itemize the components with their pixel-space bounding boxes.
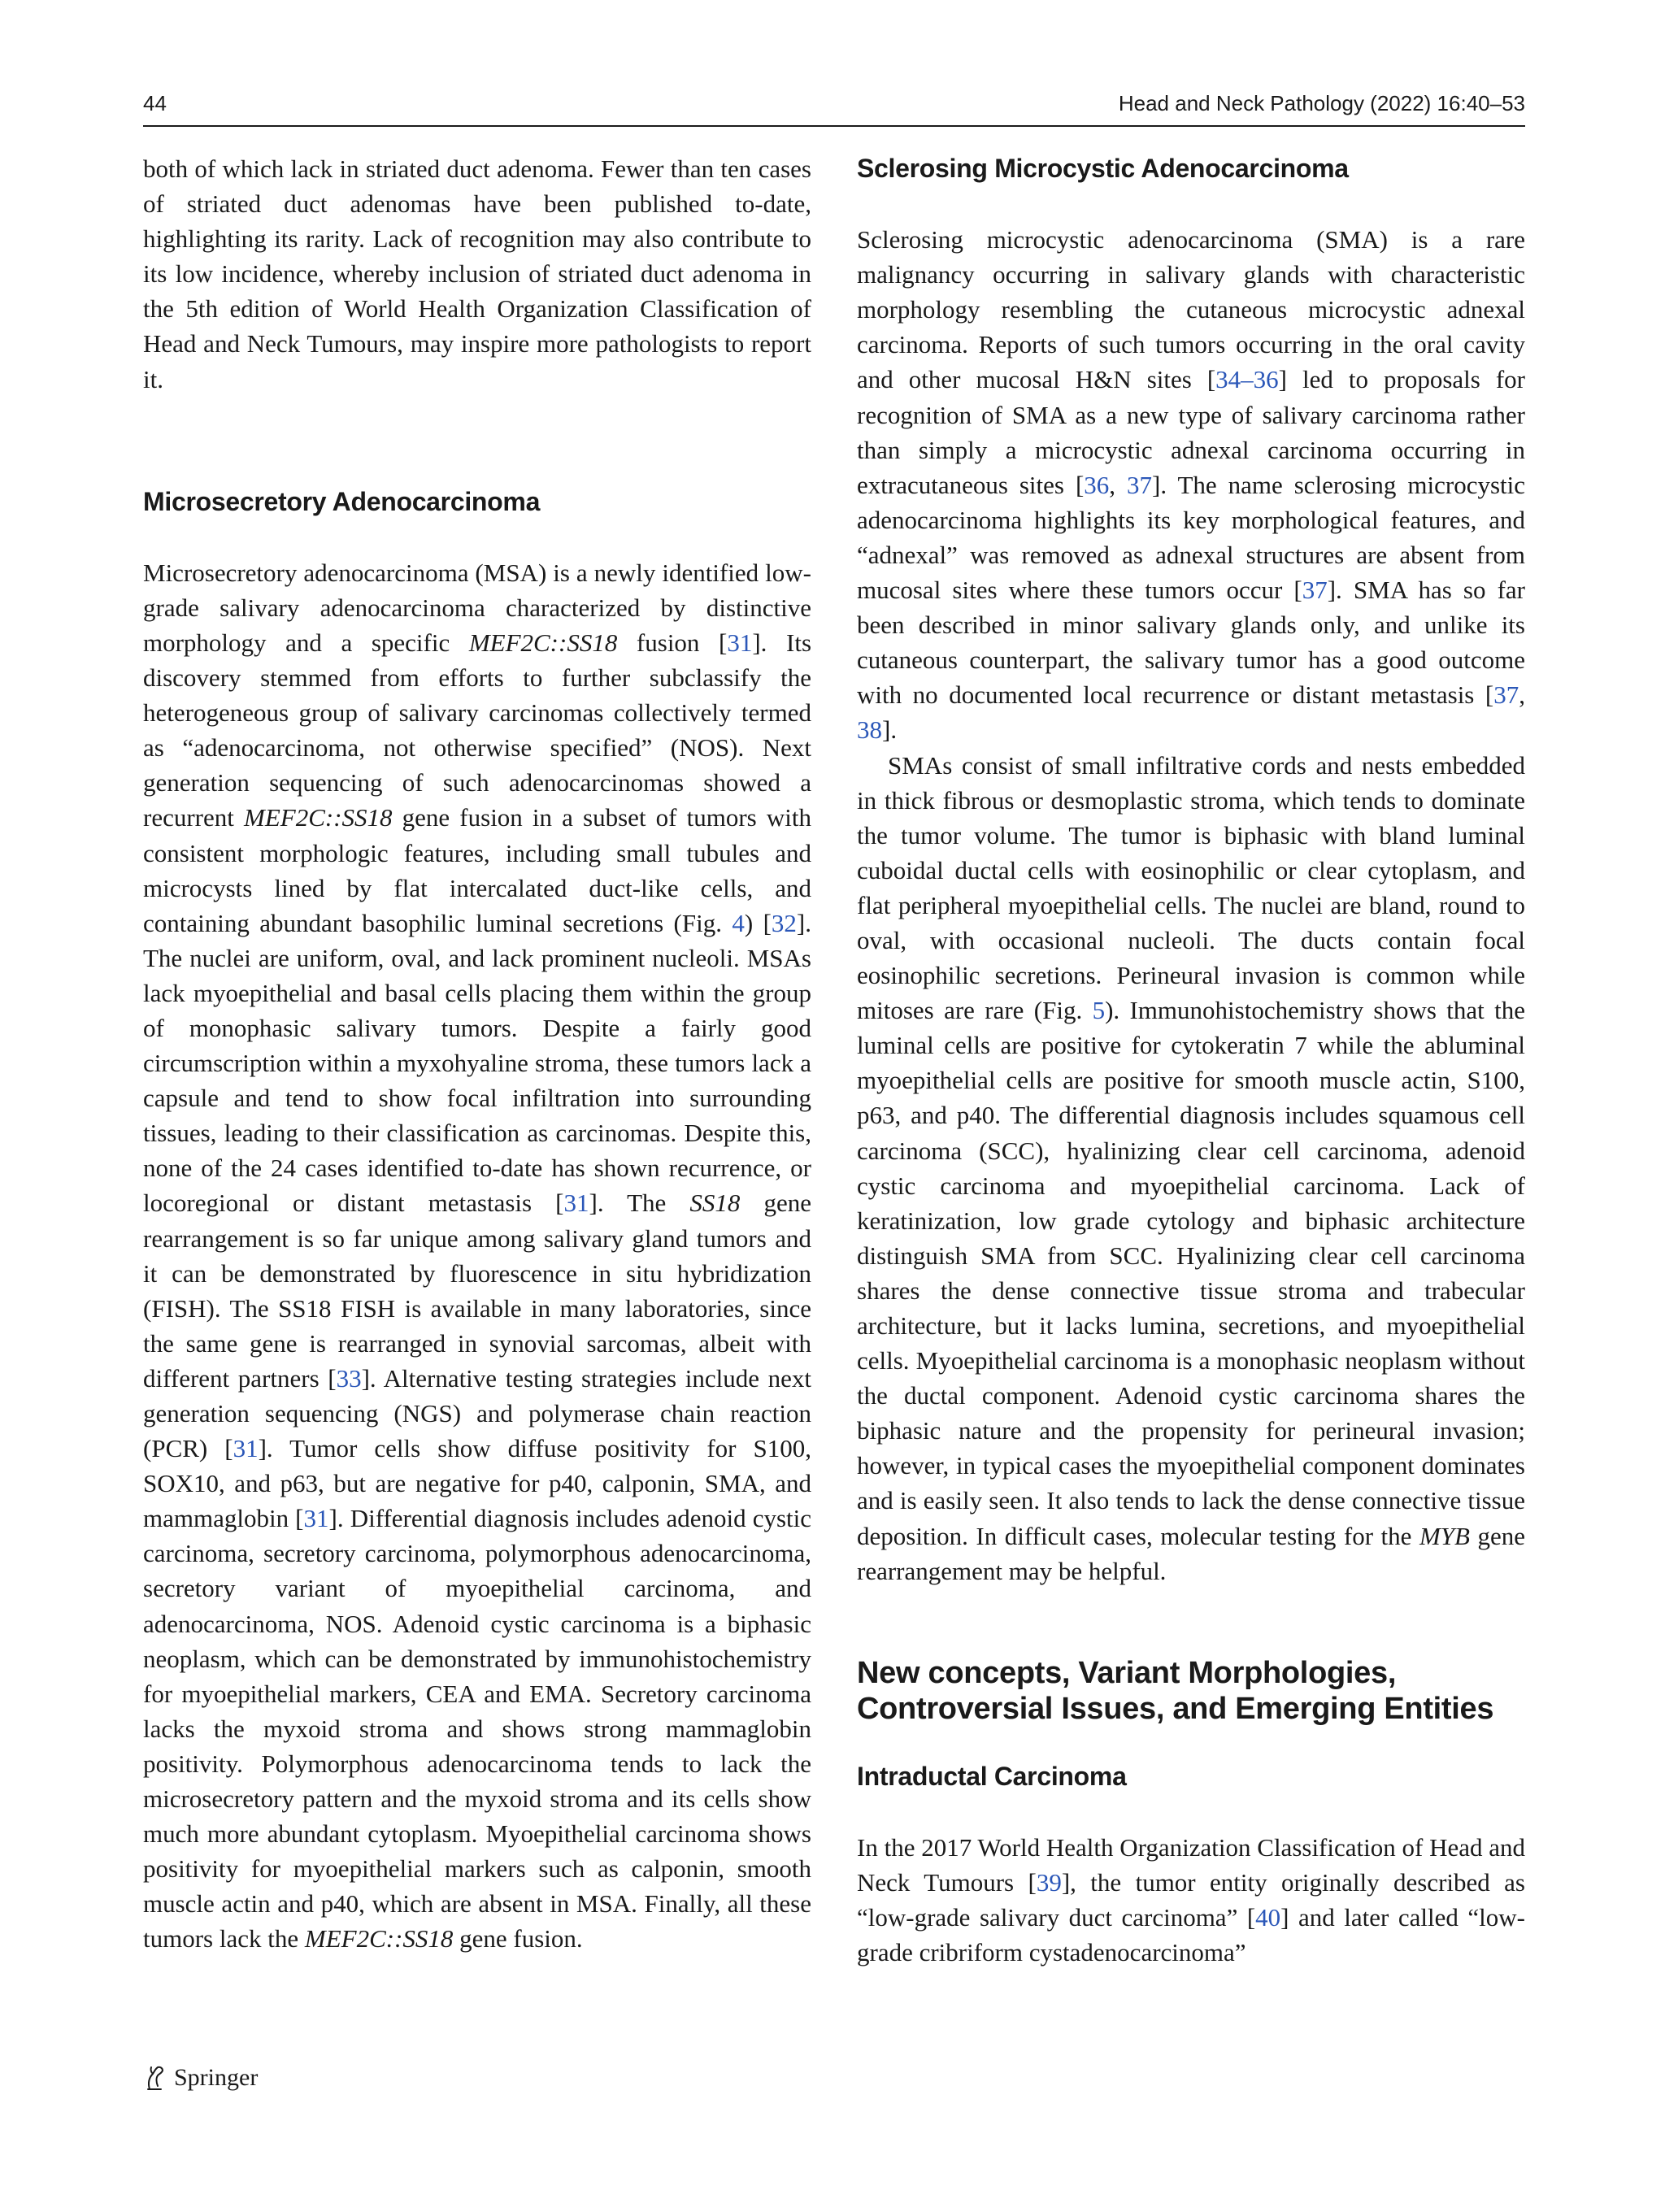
heading-microsecretory: Microsecretory Adenocarcinoma	[143, 486, 541, 516]
gene-name: MEF2C::SS18	[468, 628, 618, 657]
reference-link[interactable]: 34–36	[1215, 365, 1279, 394]
reference-link[interactable]: 37	[1302, 576, 1328, 605]
reference-link[interactable]: 31	[727, 628, 753, 657]
reference-link[interactable]: 31	[563, 1189, 589, 1218]
reference-link[interactable]: 39	[1036, 1867, 1062, 1897]
reference-link[interactable]: 40	[1255, 1903, 1281, 1932]
intro-paragraph: both of which lack in striated duct adenoma. Fewer than ten cases of striated duct adenomas have been published to-date, highlighting its rarity. Lack of recognition may also contribute to its low incidence, whereby inclusion of striated duct adenoma in the 5th edition of World Health Organization Classification of Head and Neck Tumours, may inspire more pathologists to report it.	[143, 154, 811, 393]
msa-paragraph: Microsecretory adenocarcinoma (MSA) is a newly identified low-grade salivary adenocarcinoma characterized by distinctive morphology and a specific MEF2C::SS18 fusion [31]. Its discovery stemmed from efforts to further subclassify the heterogeneous group of salivary carcinomas collectively termed as “adenocarcinoma, not otherwise specified” (NOS). Next generation sequencing of such adenocarcinomas showed a recurrent MEF2C::SS18 gene fusion in a subset of tumors with consistent morphologic features, including small tubules and microcysts lined by flat intercalated duct-like cells, and containing abundant basophilic luminal secretions (Fig. 4) [32]. The nuclei are uniform, oval, and lack prominent nucleoli. MSAs lack myoepithelial and basal cells placing them within the group of monophasic salivary tumors. Despite a fairly good circumscription within a myxohyaline stroma, these tumors lack a capsule and tend to show focal infiltration into surrounding tissues, leading to their classification as carcinomas. Despite this, none of the 24 cases identified to-date has shown recurrence, or locoregional or distant metastasis [31]. The SS18 gene rearrangement is so far unique among salivary gland tumors and it can be demonstrated by fluorescence in situ hybridization (FISH). The SS18 FISH is available in many laboratories, since the same gene is rearranged in synovial sarcomas, albeit with different partners [33]. Alternative testing strategies include next generation sequencing (NGS) and polymerase chain reaction (PCR) [31]. Tumor cells show diffuse positivity for S100, SOX10, and p63, but are negative for p40, calponin, SMA, and mammaglobin [31]. Differential diagnosis includes adenoid cystic carcinoma, secretory carcinoma, polymorphous adenocarcinoma, secretory variant of myoepithelial carcinoma, and adenocarcinoma, NOS. Adenoid cystic carcinoma is a biphasic neoplasm, which can be demonstrated by immunohistochemistry for myoepithelial markers, CEA and EMA. Secretory carcinoma lacks the myxoid stroma and shows strong mammaglobin positivity. Polymorphous adenocarcinoma tends to lack the microsecretory pattern and the myxoid stroma and its cells show much more abundant cytoplasm. Myoepithelial carcinoma shows positivity for myoepithelial markers such as calponin, smooth muscle actin and p40, which are absent in MSA. Finally, all these tumors lack the MEF2C::SS18 gene fusion.	[143, 558, 812, 1953]
gene-name: MEF2C::SS18	[244, 803, 393, 832]
left-column	[143, 151, 811, 1957]
reference-link[interactable]: 37	[1493, 680, 1519, 710]
reference-link[interactable]: 31	[303, 1504, 329, 1533]
header-rule	[143, 125, 1525, 127]
gene-name: SS18	[689, 1189, 741, 1218]
sma-paragraph-1: Sclerosing microcystic adenocarcinoma (SMA) is a rare malignancy occurring in salivary glands with characteristic morphology resembling the cutaneous microcystic adnexal carcinoma. Reports of such tumors occurring in the oral cavity and other mucosal H&N sites [34–36] led to proposals for recognition of SMA as a new type of salivary carcinoma rather than simply a microcystic adnexal carcinoma occurring in extracutaneous sites [36, 37]. The name sclerosing microcystic adenocarcinoma highlights its key morphological features, and “adnexal” was removed as adnexal structures are absent from mucosal sites where these tumors occur [37]. SMA has so far been described in minor salivary glands only, and unlike its cutaneous counterpart, the salivary tumor has a good outcome with no documented local recurrence or distant metastasis [37, 38].	[857, 225, 1525, 745]
figure-link[interactable]: 5	[1092, 996, 1106, 1025]
publisher-footer	[143, 2062, 258, 2094]
reference-link[interactable]: 32	[771, 908, 797, 937]
gene-name: MYB	[1419, 1521, 1470, 1550]
page-number: 44	[143, 91, 167, 115]
reference-link[interactable]: 38	[857, 715, 882, 745]
heading-intraductal: Intraductal Carcinoma	[857, 1761, 1127, 1791]
heading-new-concepts: New concepts, Variant Morphologies, Controversial Issues, and Emerging Entities	[857, 1655, 1494, 1726]
reference-link[interactable]: 36	[1084, 470, 1110, 499]
publisher-name: Springer	[174, 2064, 259, 2091]
reference-link[interactable]: 33	[336, 1363, 362, 1393]
figure-link[interactable]: 4	[732, 908, 745, 937]
reference-link[interactable]: 31	[233, 1434, 259, 1463]
journal-citation: Head and Neck Pathology (2022) 16:40–53	[1118, 91, 1525, 115]
gene-name: MEF2C::SS18	[304, 1924, 454, 1953]
intraductal-paragraph: In the 2017 World Health Organization Classification of Head and Neck Tumours [39], the tumor entity originally described as “low-grade salivary duct carcinoma” [40] and later called “low-grade cribriform cystadenocarcinoma”	[857, 1832, 1525, 1967]
right-column	[857, 151, 1525, 1970]
reference-link[interactable]: 37	[1127, 470, 1152, 499]
running-header	[143, 88, 1525, 124]
sma-paragraph-2: SMAs consist of small infiltrative cords and nests embedded in thick fibrous or desmoplastic stroma, which tends to dominate the tumor volume. The tumor is biphasic with bland luminal cuboidal ductal cells with eosinophilic or clear cytoplasm, and flat peripheral myoepithelial cells. The nuclei are bland, round to oval, with occasional nucleoli. The ducts contain focal eosinophilic secretions. Perineural invasion is common while mitoses are rare (Fig. 5). Immunohistochemistry shows that the luminal cells are positive for cytokeratin 7 while the abluminal myoepithelial cells are positive for smooth muscle actin, S100, p63, and p40. The differential diagnosis includes squamous cell carcinoma (SCC), hyalinizing clear cell carcinoma, adenoid cystic carcinoma and myoepithelial carcinoma. Lack of keratinization, low grade cytology and biphasic architecture distinguish SMA from SCC. Hyalinizing clear cell carcinoma shares the dense connective tissue stroma and trabecular architecture, but it lacks lumina, secretions, and myoepithelial cells. Myoepithelial carcinoma is a monophasic neoplasm without the ductal component. Adenoid cystic carcinoma shares the biphasic nature and the propensity for perineural invasion; however, in typical cases the myoepithelial component dominates and is easily seen. It also tends to lack the dense connective tissue deposition. In difficult cases, molecular testing for the MYB gene rearrangement may be helpful.	[857, 750, 1525, 1585]
springer-horse-icon	[143, 2064, 167, 2092]
heading-sclerosing: Sclerosing Microcystic Adenocarcinoma	[857, 154, 1349, 183]
